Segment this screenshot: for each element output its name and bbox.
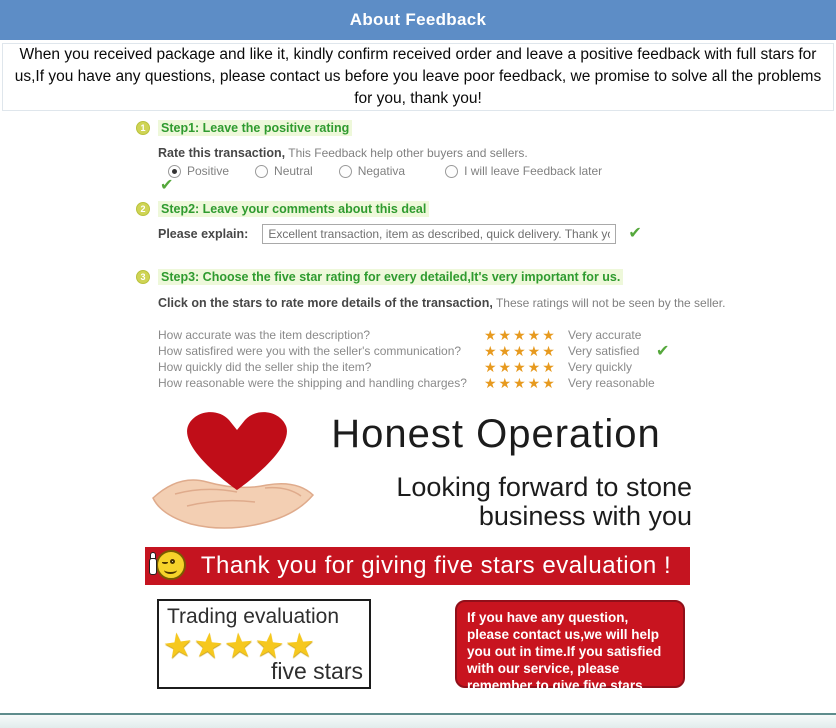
radio-later-icon[interactable] [445, 165, 458, 178]
intro-box [2, 43, 834, 111]
detail-label: Very reasonable [568, 376, 655, 390]
star-icon: ★ [160, 625, 196, 667]
thank-you-banner [145, 547, 690, 585]
explain-label: Please explain: [158, 227, 249, 241]
star-rating-shipping-speed[interactable]: ★★★★★ [484, 359, 557, 375]
radio-negative-label: Negativa [357, 164, 406, 178]
check-icon: ✔ [656, 343, 670, 360]
radio-neutral-icon[interactable] [255, 165, 268, 178]
intro-text: When you received package and like it, kindly confirm received order and leave a positive feedback with full stars for us,If you have any questions, please contact us before you leave poor feedback, we promise to solve all the problems for you, thank you! [14, 46, 822, 107]
step1-header [136, 120, 352, 136]
radio-option-neutral[interactable] [255, 164, 313, 178]
radio-negative-icon[interactable] [339, 165, 352, 178]
step2-header [136, 201, 429, 217]
page-title: About Feedback [349, 10, 487, 29]
detail-label: Very accurate [568, 328, 642, 342]
stars-instruction-bold: Click on the stars to rate more details of the transaction, [158, 296, 493, 310]
star-rating-charges[interactable]: ★★★★★ [484, 375, 557, 391]
detail-label: Very quickly [568, 360, 633, 374]
rating-options [168, 164, 628, 178]
detail-row-accuracy [158, 327, 698, 343]
star-rating-accuracy[interactable]: ★★★★★ [484, 327, 557, 343]
bottom-bar [0, 713, 836, 728]
rate-transaction-line [158, 146, 528, 160]
promo-subline-2: business with you [478, 501, 692, 531]
step1-title: Step1: Leave the positive rating [158, 120, 352, 136]
trading-evaluation-title: Trading evaluation [167, 605, 339, 628]
promo-subline-1: Looking forward to stone [396, 472, 692, 502]
check-icon: ✔ [160, 177, 174, 194]
rate-transaction-label: Rate this transaction, [158, 146, 286, 160]
step2-title: Step2: Leave your comments about this deal [158, 201, 429, 217]
trading-evaluation-box [157, 599, 371, 689]
check-icon: ✔ [628, 225, 642, 242]
detail-row-shipping-speed [158, 359, 698, 375]
detail-question: How reasonable were the shipping and handling charges? [158, 376, 467, 390]
star-icon: ★ [222, 625, 257, 667]
detail-question: How quickly did the seller ship the item? [158, 360, 372, 374]
radio-option-positive[interactable] [168, 164, 229, 178]
step3-number-icon: 3 [136, 270, 150, 284]
five-stars-caption: five stars [270, 658, 363, 684]
radio-later-label: I will leave Feedback later [464, 164, 603, 178]
radio-option-negative[interactable] [339, 164, 405, 178]
promo-text-block [300, 412, 692, 531]
header-banner [0, 0, 836, 40]
star-icon: ★ [252, 625, 288, 667]
promo-headline: Honest Operation [331, 412, 661, 456]
star-icon: ★ [191, 625, 226, 667]
radio-option-later[interactable] [445, 164, 602, 178]
star-icon: ★ [283, 625, 317, 667]
radio-positive-label: Positive [187, 164, 230, 178]
step3-header [136, 269, 623, 285]
winking-smiley-thumbs-up-icon [148, 549, 182, 583]
detail-question: How accurate was the item description? [158, 328, 371, 342]
radio-neutral-label: Neutral [274, 164, 313, 178]
detail-row-communication [158, 343, 698, 359]
star-rating-communication[interactable]: ★★★★★ [484, 343, 557, 359]
detail-label: Very satisfied [568, 344, 640, 358]
radio-positive-icon[interactable] [168, 165, 181, 178]
step3-title: Step3: Choose the five star rating for every detailed,It's very important for us. [158, 269, 623, 285]
detail-question: How satisfired were you with the seller's communication? [158, 344, 462, 358]
explain-input[interactable] [262, 224, 616, 244]
explain-row [158, 224, 642, 244]
step2-number-icon: 2 [136, 202, 150, 216]
detail-row-charges [158, 375, 698, 391]
step1-number-icon: 1 [136, 121, 150, 135]
contact-note-text: If you have any question, please contact us,we will help you out in time.If you satisfied with our service, please remember to give five stars evauation. [467, 610, 662, 710]
stars-instruction-line [158, 296, 725, 310]
rate-transaction-hint: This Feedback help other buyers and sellers. [288, 146, 528, 160]
contact-note-box [455, 600, 685, 710]
stars-instruction-rest: These ratings will not be seen by the seller. [495, 296, 726, 310]
thank-you-text: Thank you for giving five stars evaluation ! [200, 552, 672, 579]
